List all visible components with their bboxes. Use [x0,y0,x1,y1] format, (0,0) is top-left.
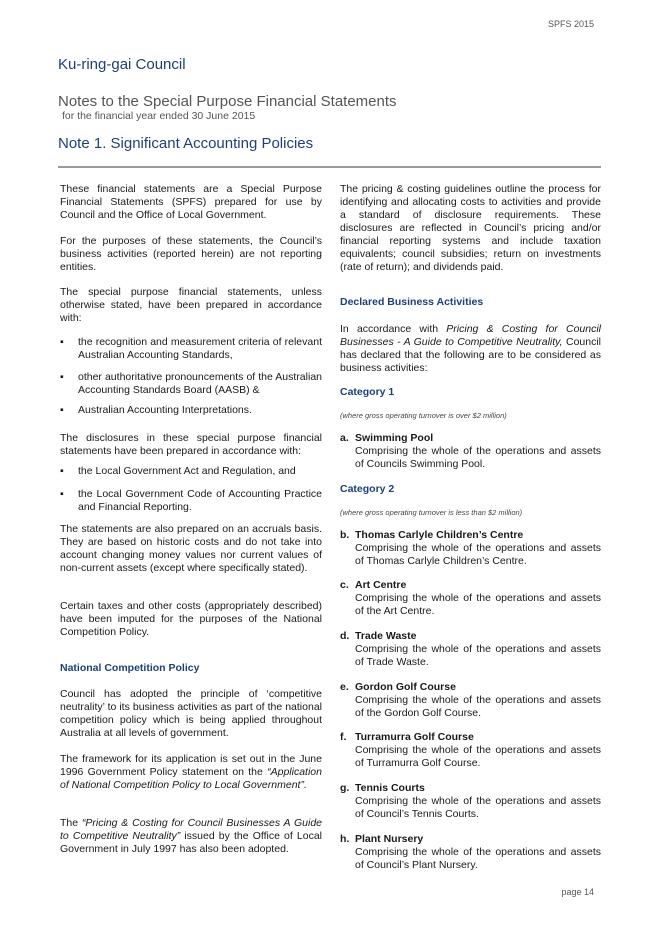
paragraph: These financial statements are a Special Purpose Financial Statements (SPFS) prepared for use by Council and the Office of Local Government. [60,183,322,221]
paragraph: In accordance with Pricing & Costing for Council Businesses - A Guide to Competitive Neutrality, Council has declared that the following are to be considered as business activities: [340,323,602,374]
paragraph: Certain taxes and other costs (appropriately described) have been imputed for the purposes of the National Competition Policy. [60,600,322,638]
category-heading: Category 1 [340,386,395,398]
category-heading: Category 2 [340,483,395,495]
paragraph: For the purposes of these statements, the Council’s business activities (reported herein) are not reporting entities. [60,235,322,273]
business-activity-item: f. Turramurra Golf Course Comprising the whole of the operations and assets of Turramurra Golf Course. [340,731,601,769]
bullet-icon: ▪ [60,336,64,348]
business-activity-item: c. Art Centre Comprising the whole of the operations and assets of the Art Centre. [340,579,601,617]
bullet-icon: ▪ [60,371,64,383]
paragraph: The pricing & costing guidelines outline the process for identifying and allocating costs to activities and provide a standard of disclosure requirements. These disclosures are reflected in Council’s pricing and/or financial reporting systems and include taxation equivalents; council subsidies; return on investments (rate of return); and dividends paid. [340,183,601,273]
business-activity-item: g. Tennis Courts Comprising the whole of the operations and assets of Council’s Tennis Courts. [340,782,601,820]
category-note: (where gross operating turnover is less than $2 million) [340,508,523,517]
bullet-icon: ▪ [60,404,64,416]
bullet-icon: ▪ [60,488,64,500]
paragraph: The special purpose financial statements, unless otherwise stated, have been prepared in accordance with: [60,286,322,324]
paragraph: The disclosures in these special purpose financial statements have been prepared in accordance with: [60,432,322,457]
paragraph: Council has adopted the principle of ‘competitive neutrality’ to its business activities as part of the national competition policy which is being applied throughout Australia at all levels of government. [60,688,322,739]
paragraph: The statements are also prepared on an accruals basis. They are based on historic costs and do not take into account changing money values nor current values of non-current assets (except where specifically stated). [60,523,322,574]
bullet-icon: ▪ [60,465,64,477]
business-activity-item: b. Thomas Carlyle Children’s Centre Comprising the whole of the operations and assets of Thomas Carlyle Children’s Centre. [340,529,601,567]
business-activity-item: h. Plant Nursery Comprising the whole of the operations and assets of Council’s Plant Nursery. [340,833,601,871]
paragraph: The framework for its application is set out in the June 1996 Government Policy statement on the “Application of National Competition Policy to Local Government”. [60,753,322,791]
paragraph: The “Pricing & Costing for Council Businesses A Guide to Competitive Neutrality” issued by the Office of Local Government in July 1997 has also been adopted. [60,817,322,855]
note-heading: Note 1. Significant Accounting Policies [58,135,314,152]
section-heading: Declared Business Activities [340,296,484,308]
business-activity-item: d. Trade Waste Comprising the whole of the operations and assets of Trade Waste. [340,630,601,668]
heading-divider [58,166,601,168]
list-item: ▪ Australian Accounting Interpretations. [60,404,252,416]
list-item: ▪ other authoritative pronouncements of the Australian Accounting Standards Board (AASB) & [60,371,322,396]
section-heading: National Competition Policy [60,662,200,674]
business-activity-item: a. Swimming Pool Comprising the whole of the operations and assets of Councils Swimming Pool. [340,432,601,470]
business-activity-item: e. Gordon Golf Course Comprising the whole of the operations and assets of the Gordon Golf Course. [340,681,601,719]
notes-title: Notes to the Special Purpose Financial Statements [58,93,397,110]
council-name: Ku-ring-gai Council [58,56,186,73]
notes-subtitle: for the financial year ended 30 June 2015 [62,110,256,122]
category-note: (where gross operating turnover is over $2 million) [340,411,507,420]
list-item: ▪ the recognition and measurement criteria of relevant Australian Accounting Standards, [60,336,322,361]
page-number: page 14 [561,887,594,897]
list-item: ▪ the Local Government Code of Accounting Practice and Financial Reporting. [60,488,322,513]
document-code: SPFS 2015 [547,19,594,29]
list-item: ▪ the Local Government Act and Regulation, and [60,465,296,477]
